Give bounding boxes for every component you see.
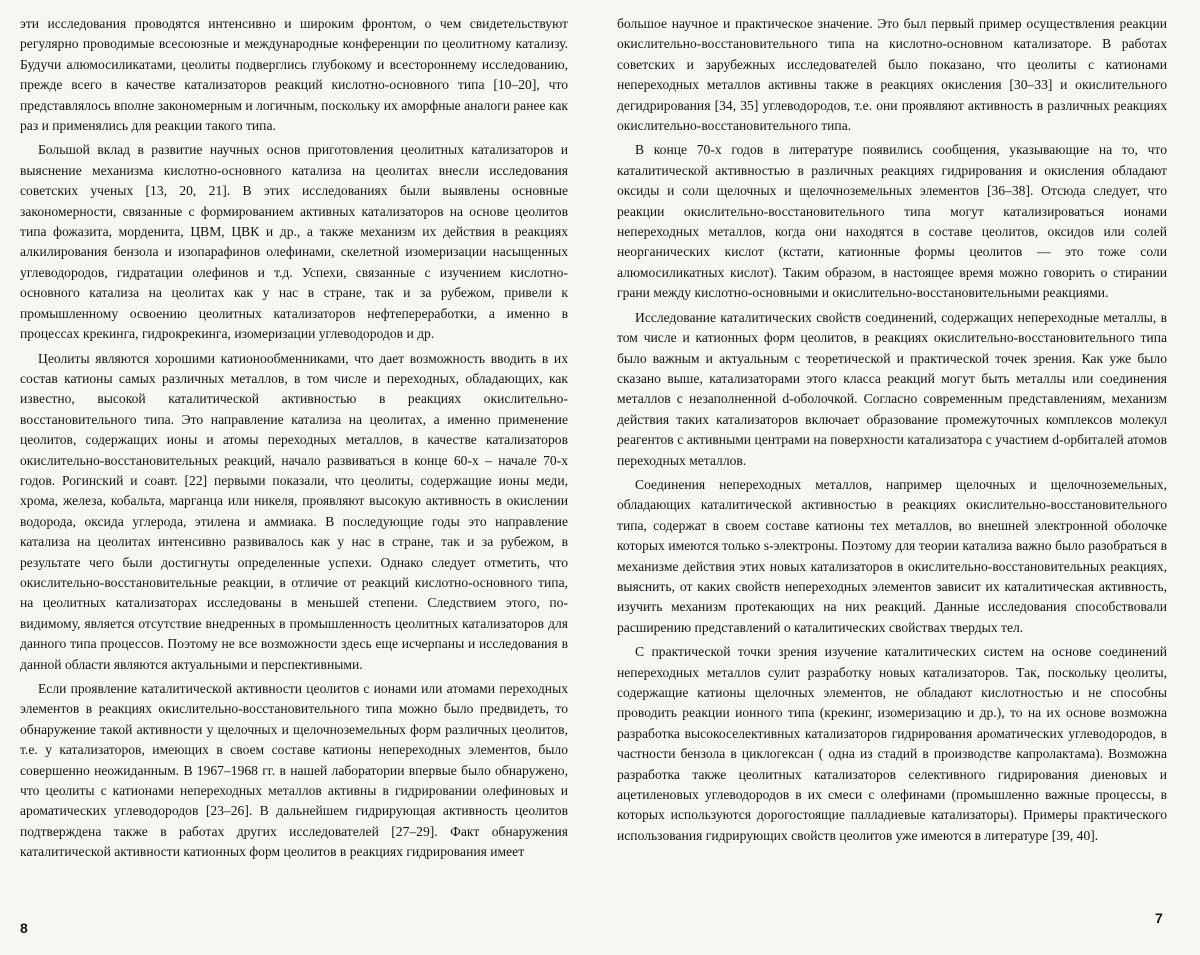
right-page — [617, 14, 1167, 944]
page-number: 7 — [1155, 910, 1163, 926]
page-number: 8 — [20, 920, 28, 936]
paragraph: большое научное и практическое значение. Это был первый пример осуществления реакции окислительно-восстановительного типа на кислотно-основном катализаторе. В работах советских и зарубежных исследователей было показано, что цеолиты с катионами непереходных металлов активны также в реакциях окисления [30–33] и окислительного дегидрирования [34, 35] углеводородов, т.е. они проявляют активность в различных реакциях окислительно-восстановительного типа. — [617, 16, 1167, 134]
paragraph: В конце 70-х годов в литературе появились сообщения, указывающие на то, что каталитической активностью в различных реакциях гидрирования и окисления обладают оксиды и соли щелочных и щелочноземельных элементов [36–38]. Отсюда следует, что реакции окислительно-восстановительного типа могут катализироваться ионами непереходных металлов, когда они находятся в составе цеолитов, оксидов или солей неорганических кислот (кстати, катионные формы цеолитов — это тоже соли алюмосиликатных кислот). Таким образом, в настоящее время можно говорить о стирании грани между кислотно-основными и окислительно-восстановительными реакциями. — [617, 142, 1167, 301]
paragraph: Исследование каталитических свойств соединений, содержащих непереходные металлы, в том числе и катионных форм цеолитов, в реакциях окислительно-восстановительного типа было важным и актуальным с теоретической и практической точек зрения. Как уже было сказано выше, катализаторами этого класса реакций могут быть металлы или соединения металлов с незаполненной d-оболочкой. Согласно современным представлениям, механизм действия таких катализаторов включает образование промежуточных комплексов молекул реагентов с активными центрами на поверхности катализатора с участием d-орбиталей атомов переходных металлов. — [617, 309, 1167, 468]
paragraph: Соединения непереходных металлов, например щелочных и щелочноземельных, обладающих каталитической активностью в реакциях окислительно-восстановительного типа, содержат в своем составе катионы тех металлов, во внешней электронной оболочке которых имеются только s-электроны. Поэтому для теории катализа важно было разобраться в механизме действия этих новых катализаторов в окислительно-восстановительных реакциях, выяснить, от каких свойств непереходных элементов зависит их каталитическая активность, изучить механизм протекающих на них реакций. Данные исследования способствовали расширению представлений о каталитических свойствах твердых тел. — [617, 476, 1167, 635]
paragraph: С практической точки зрения изучение каталитических систем на основе соединений непереходных металлов сулит разработку новых катализаторов. Так, поскольку цеолиты, содержащие катионы щелочных элементов, не обладают кислотностью и не способны проводить реакции ионного типа (крекинг, изомеризацию и др.), то на их основе возможна разработка высокоселективных катализаторов гидрирования ароматических углеводородов, в частности бензола в циклогексан ( одна из стадий в производстве капролактама). Возможна разработка также цеолитных катализаторов селективного гидрирования диеновых и ацетиленовых углеводородов в их смеси с олефинами (промышленно важные процессы, в которых используются дорогостоящие палладиевые катализаторы). Примеры практического использования гидрирующих свойств цеолитов уже имеются в литературе [39, 40]. — [617, 644, 1167, 843]
paragraph: Большой вклад в развитие научных основ приготовления цеолитных катализаторов и выяснение механизма кислотно-основного катализа на цеолитах внесли исследования советских ученых [13, 20, 21]. В этих исследованиях были выявлены основные закономерности, связанные с формированием активных катализаторов на основе цеолитов типа фожазита, морденита, ЦВМ, ЦВК и др., а также механизм их действия в реакциях алкилирования бензола и изопарафинов олефинами, скелетной изомеризации насыщенных углеводородов, гидратации олефинов и т.д. Успехи, связанные с изучением кислотно-основного катализа на цеолитах как у нас в стране, так и за рубежом, привели к промышленному освоению цеолитных катализаторов нефтепереработки, а именно в процессах крекинга, гидрокрекинга, изомеризации углеводородов и др. — [20, 142, 568, 342]
paragraph: Если проявление каталитической активности цеолитов с ионами или атомами переходных элементов в реакциях окислительно-восстановительного типа можно было предвидеть, то обнаружение такой активности у щелочных и щелочноземельных форм различных цеолитов, т.е. у катализаторов, имеющих в своем составе катионы непереходных элементов, было совершенно неожиданным. В 1967–1968 гг. в нашей лаборатории впервые было обнаружено, что цеолиты с катионами непереходных металлов активны в гидрировании олефиновых и ароматических углеводородов [23–26]. В дальнейшем гидрирующая активность цеолитов подтверждена также в работах других исследователей [27–29]. Факт обнаружения каталитической активности катионных форм цеолитов в реакциях гидрирования имеет — [20, 681, 568, 860]
left-page — [20, 14, 568, 944]
paragraph: эти исследования проводятся интенсивно и широким фронтом, о чем свидетельствуют регулярно проводимые всесоюзные и международные конференции по цеолитному катализу. Будучи алюмосиликатами, цеолиты подверглись глубокому и всестороннему исследованию, прежде всего в качестве катализаторов реакций кислотно-основного типа [10–20], что представлялось вполне закономерным и логичным, поскольку их аморфные аналоги ранее как раз и применялись для реакции такого типа. — [20, 16, 568, 134]
paragraph: Цеолиты являются хорошими катионообменниками, что дает возможность вводить в их состав катионы самых различных металлов, в том числе и переходных, обладающих, как известно, высокой каталитической активностью в реакциях окислительно-восстановительного типа. Это направление катализа на цеолитах, а именно применение цеолитов, содержащих ионы и атомы переходных металлов, в качестве катализаторов окислительно-восстановительных реакций, начало развиваться в конце 60-х – начале 70-х годов. Рогинский и соавт. [22] первыми показали, что цеолиты, содержащие ионы меди, хрома, железа, кобальта, марганца или никеля, проявляют высокую активность в окислении водорода, оксида углерода, этилена и аммиака. В последующие годы это направление катализа на цеолитах интенсивно развивалось как у нас в стране, так и за рубежом, в результате чего были достигнуты определенные успехи. Однако следует отметить, что окислительно-восстановительные реакции, в отличие от реакций кислотно-основного типа, на цеолитных катализаторах исследованы в меньшей степени. Следствием этого, по-видимому, является отсутствие внедренных в промышленность цеолитных катализаторов для данного типа процессов. Поэтому не все возможности здесь еще исчерпаны и исследования в данной области являются актуальными и перспективными. — [20, 350, 568, 672]
